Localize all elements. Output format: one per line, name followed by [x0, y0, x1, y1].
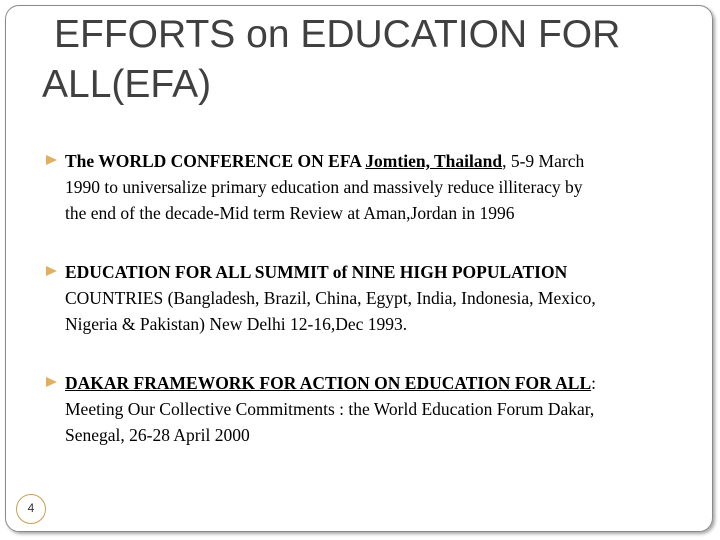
bullet-line: the end of the decade-Mid term Review at Aman,Jordan in 1996: [65, 203, 515, 223]
triangle-bullet-icon: [46, 377, 57, 387]
page-number-badge: [16, 494, 46, 524]
bullet-item: [46, 148, 686, 226]
page-number: 4: [27, 501, 35, 515]
triangle-bullet-icon: [46, 155, 57, 165]
bullet-line: Meeting Our Collective Commitments : the World Education Forum Dakar,: [65, 399, 595, 419]
bullet-underlined-text: DAKAR FRAMEWORK FOR ACTION ON EDUCATION FOR ALL: [65, 373, 592, 393]
bullet-line: COUNTRIES (Bangladesh, Brazil, China, Egypt, India, Indonesia, Mexico,: [65, 288, 596, 308]
title-line-1: EFFORTS on EDUCATION FOR: [54, 13, 621, 56]
bullet-line: 1990 to universalize primary education and massively reduce illiteracy by: [65, 177, 583, 197]
bullet-text: , 5-9 March: [502, 151, 585, 171]
bullet-underlined-text: Jomtien, Thailand: [365, 151, 503, 171]
bullet-item: [46, 259, 686, 337]
bullet-list: [46, 148, 686, 448]
bullet-item: [46, 370, 686, 448]
bullet-line: [65, 370, 686, 396]
bullet-line: EDUCATION FOR ALL SUMMIT of NINE HIGH POPULATION: [65, 262, 568, 282]
bullet-line: Senegal, 26-28 April 2000: [65, 425, 250, 445]
slide-title: [42, 10, 682, 110]
title-line-2: ALL(EFA): [42, 63, 212, 106]
triangle-bullet-icon: [46, 266, 57, 276]
bullet-text: :: [591, 373, 597, 393]
bullet-bold-text: The WORLD CONFERENCE ON EFA: [65, 151, 366, 171]
bullet-line: Nigeria & Pakistan) New Delhi 12-16,Dec 1993.: [65, 314, 408, 334]
bullet-line: [65, 148, 686, 174]
